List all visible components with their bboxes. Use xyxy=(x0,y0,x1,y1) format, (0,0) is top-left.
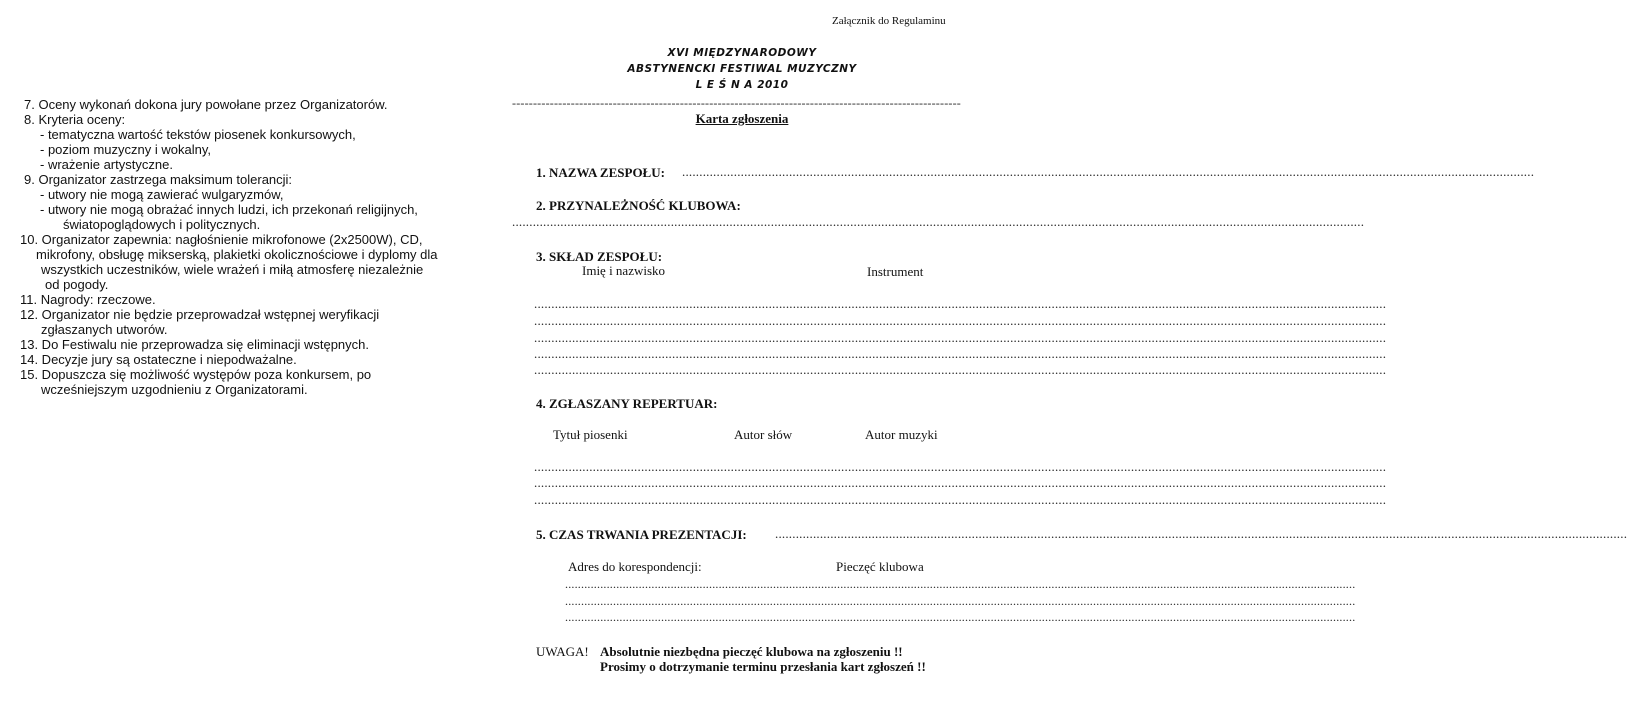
col-song-label: Tytuł piosenki xyxy=(553,427,628,442)
rule-item: 14. Decyzje jury są ostateczne i niepodważalne. xyxy=(20,352,297,367)
club-field[interactable]: ....................................................................................................................................................................................................................................................... xyxy=(512,214,1365,229)
member-row-field[interactable]: ....................................................................................................................................................................................................................................................... xyxy=(534,296,1387,311)
repertoire-row-field[interactable]: ....................................................................................................................................................................................................................................................... xyxy=(534,475,1387,490)
rule-item: wcześniejszym uzgodnieniu z Organizatorami. xyxy=(41,382,308,397)
festival-title-line3: L E Ś N A 2010 xyxy=(695,79,789,91)
form-title: Karta zgłoszenia xyxy=(695,111,789,126)
member-row-field[interactable]: ....................................................................................................................................................................................................................................................... xyxy=(534,362,1387,377)
section-members: 3. SKŁAD ZESPOŁU: xyxy=(536,249,663,264)
rule-item: - utwory nie mogą obrażać innych ludzi, ich przekonań religijnych, xyxy=(40,202,418,217)
warning-label: UWAGA! xyxy=(536,644,589,659)
address-field[interactable]: ....................................................................................................................................................................................................................................................... xyxy=(565,610,1356,624)
col-instrument-label: Instrument xyxy=(867,264,924,279)
festival-title-line2: ABSTYNENCKI FESTIWAL MUZYCZNY xyxy=(627,63,857,75)
duration-field[interactable]: ....................................................................................................................................................................................................................................................... xyxy=(775,526,1627,541)
rule-item: 12. Organizator nie będzie przeprowadzał wstępnej weryfikacji xyxy=(20,307,380,322)
rule-item: - tematyczna wartość tekstów piosenek konkursowych, xyxy=(40,127,356,142)
section-band-name: 1. NAZWA ZESPOŁU: xyxy=(536,165,665,180)
rule-item: mikrofony, obsługę mikserską, plakietki okolicznościowe i dyplomy dla xyxy=(36,247,438,262)
member-row-field[interactable]: ....................................................................................................................................................................................................................................................... xyxy=(534,330,1387,345)
rule-item: wszystkich uczestników, wiele wrażeń i miłą atmosferę niezależnie xyxy=(41,262,424,277)
rule-item: - wrażenie artystyczne. xyxy=(40,157,173,172)
repertoire-row-field[interactable]: ....................................................................................................................................................................................................................................................... xyxy=(534,492,1387,507)
rule-item: 7. Oceny wykonań dokona jury powołane przez Organizatorów. xyxy=(24,97,388,112)
rule-item: 8. Kryteria oceny: xyxy=(24,112,126,127)
address-label: Adres do korespondencji: xyxy=(568,559,702,574)
rule-item: 10. Organizator zapewnia: nagłośnienie mikrofonowe (2x2500W), CD, xyxy=(20,232,423,247)
separator-line: ----------------------------------------------------------------------------------------------------------- xyxy=(512,96,961,110)
rule-item: 9. Organizator zastrzega maksimum tolerancji: xyxy=(24,172,293,187)
rule-item: 13. Do Festiwalu nie przeprowadza się eliminacji wstępnych. xyxy=(20,337,369,352)
rule-item: - poziom muzyczny i wokalny, xyxy=(40,142,211,157)
warning-line-1: Absolutnie niezbędna pieczęć klubowa na zgłoszeniu !! xyxy=(600,644,903,659)
rule-item: od pogody. xyxy=(45,277,109,292)
stamp-label: Pieczęć klubowa xyxy=(836,559,924,574)
address-field[interactable]: ....................................................................................................................................................................................................................................................... xyxy=(565,577,1356,591)
section-duration: 5. CZAS TRWANIA PREZENTACJI: xyxy=(536,527,747,542)
address-field[interactable]: ....................................................................................................................................................................................................................................................... xyxy=(565,594,1356,608)
rule-item: światopoglądowych i politycznych. xyxy=(63,217,261,232)
festival-title-line1: XVI MIĘDZYNARODOWY xyxy=(667,47,817,59)
member-row-field[interactable]: ....................................................................................................................................................................................................................................................... xyxy=(534,346,1387,361)
col-name-label: Imię i nazwisko xyxy=(582,263,666,278)
col-music-label: Autor muzyki xyxy=(865,427,938,442)
col-lyrics-label: Autor słów xyxy=(734,427,793,442)
member-row-field[interactable]: ....................................................................................................................................................................................................................................................... xyxy=(534,313,1387,328)
section-repertoire: 4. ZGŁASZANY REPERTUAR: xyxy=(536,396,718,411)
annex-label: Załącznik do Regulaminu xyxy=(832,15,946,27)
band-name-field[interactable]: ....................................................................................................................................................................................................................................................... xyxy=(682,164,1535,179)
rule-item: 15. Dopuszcza się możliwość występów poza konkursem, po xyxy=(20,367,372,382)
repertoire-row-field[interactable]: ....................................................................................................................................................................................................................................................... xyxy=(534,459,1387,474)
rule-item: 11. Nagrody: rzeczowe. xyxy=(20,292,156,307)
rule-item: - utwory nie mogą zawierać wulgaryzmów, xyxy=(40,187,284,202)
section-club: 2. PRZYNALEŻNOŚĆ KLUBOWA: xyxy=(536,198,741,213)
rule-item: zgłaszanych utworów. xyxy=(41,322,168,337)
warning-line-2: Prosimy o dotrzymanie terminu przesłania kart zgłoszeń !! xyxy=(600,659,926,674)
